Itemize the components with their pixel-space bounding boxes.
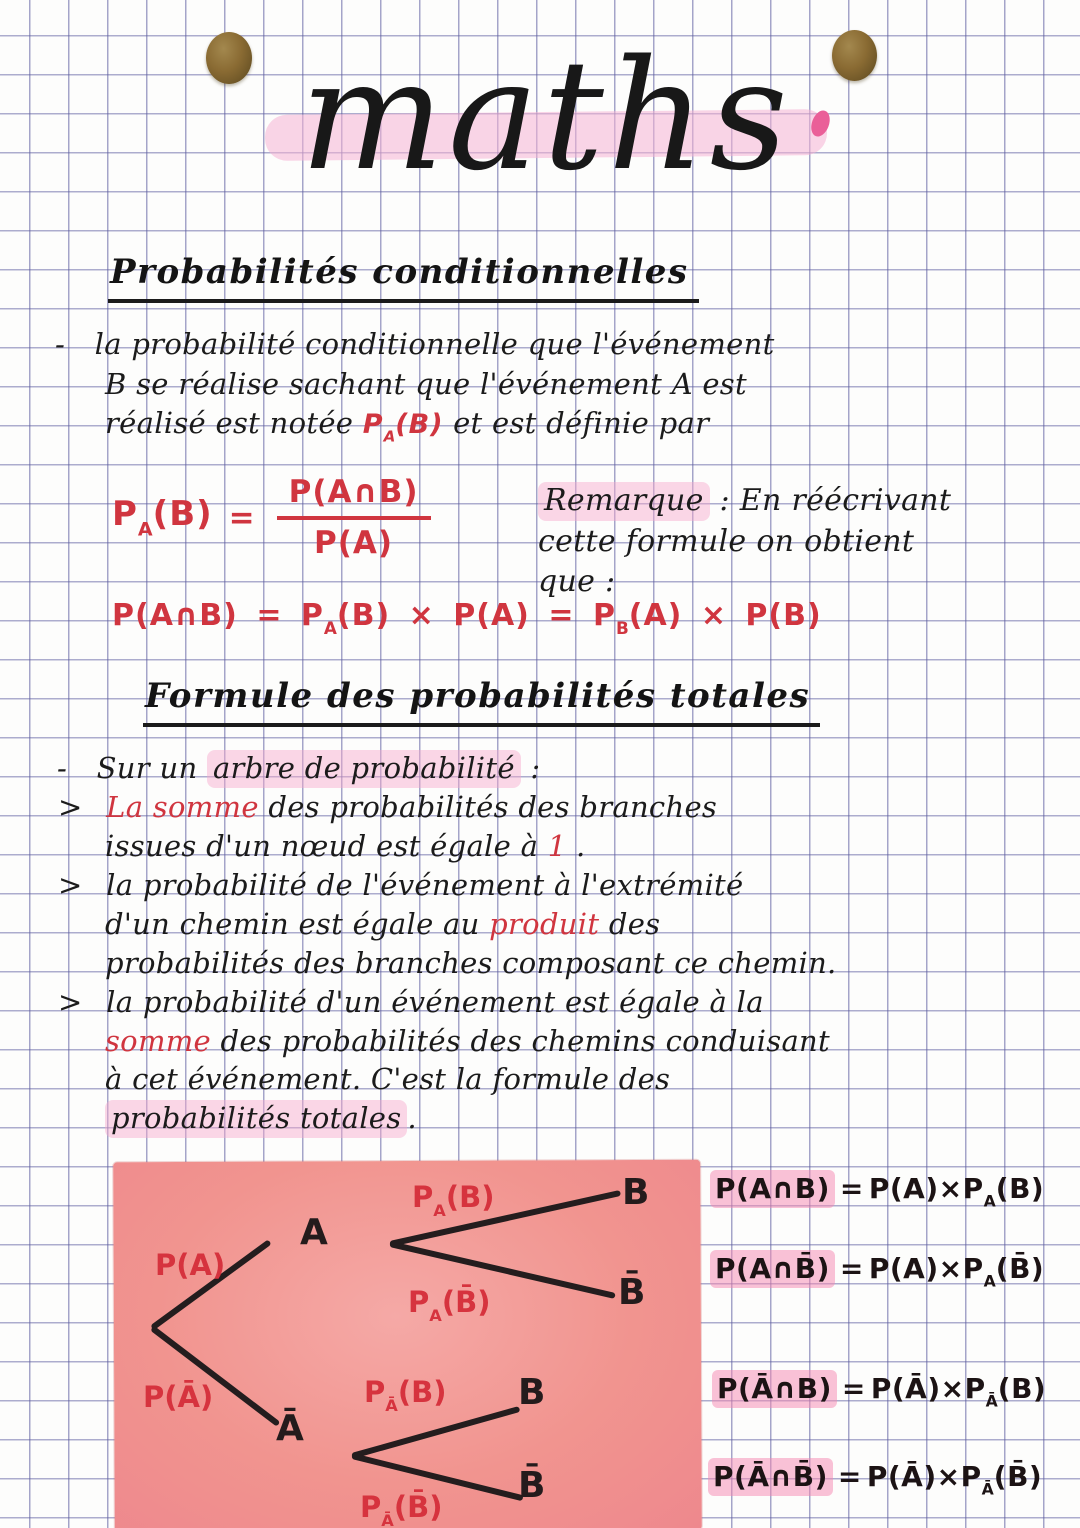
formula-base: P (960, 1460, 982, 1493)
tree-label-p-abar: P(Ā) (143, 1380, 214, 1414)
formula-subscript: A (429, 1305, 442, 1325)
text: la probabilité conditionnelle que l'événement (94, 327, 775, 361)
text-line (58, 986, 764, 1019)
times-sign: × (938, 1252, 963, 1285)
heading-probabilites-conditionnelles: Probabilités conditionnelles (108, 252, 699, 303)
formula-subscript: Ā (381, 1510, 394, 1528)
formula-base: P (412, 1180, 434, 1214)
formula-base: P (364, 1375, 386, 1409)
text: . (407, 1101, 417, 1135)
tree-node-b-bottom: B (518, 1372, 546, 1413)
dash-marker: - (57, 751, 68, 785)
red-value: 1 (547, 829, 567, 863)
equals-sign: = (839, 1252, 864, 1285)
remark-label: Remarque (538, 482, 710, 521)
chevron-marker: > (58, 790, 83, 824)
text-line (105, 830, 586, 863)
text: d'un chemin est égale au (105, 907, 480, 941)
text-line (105, 368, 747, 401)
times-sign: × (940, 1372, 965, 1405)
equals-sign: = (256, 598, 283, 633)
fraction-numerator: P(A∩B) (277, 474, 431, 520)
tree-label-p-a-b (412, 1180, 494, 1220)
inline-formula-pa-b (362, 409, 444, 446)
text: probabilités des branches composant ce chemin. (105, 946, 837, 980)
formula-subscript: B (615, 618, 629, 639)
tree-node-b-top: B (622, 1172, 650, 1213)
text-line (105, 1063, 670, 1096)
text: des probabilités des branches (268, 790, 718, 824)
tree-label-p-a: P(A) (155, 1248, 226, 1282)
page-title: maths (300, 27, 792, 204)
text: : En réécrivant (719, 483, 952, 518)
formula-arg: (B̄) (993, 1460, 1043, 1493)
tree-node-abar: Ā (276, 1408, 304, 1449)
formula-arg: (B) (152, 494, 213, 535)
text: et est définie par (453, 406, 710, 440)
formula-base: P (408, 1285, 430, 1319)
formula-subscript: A (137, 518, 153, 541)
times-sign: × (408, 598, 435, 633)
formula-factor: P(Ā) (866, 1460, 937, 1493)
formula-arg: (B) (997, 1372, 1047, 1405)
formula-subscript: Ā (981, 1479, 994, 1499)
text: des (608, 907, 661, 941)
formula-arg: (B) (397, 1375, 447, 1409)
text: B se réalise sachant que l'événement A est (105, 367, 747, 401)
tree-label-p-abar-bbar (360, 1490, 442, 1528)
side-formula-abar-and-b (712, 1372, 1046, 1411)
formula-subscript: Ā (985, 1391, 998, 1411)
formula-base: P (964, 1372, 986, 1405)
side-formula-abar-and-bbar (708, 1460, 1042, 1499)
formula-arg: (B) (995, 1172, 1045, 1205)
highlighted-term: probabilités totales (105, 1100, 407, 1138)
tree-node-a: A (300, 1212, 328, 1253)
tree-label-p-a-bbar (408, 1285, 490, 1325)
fraction (277, 474, 431, 561)
formula-arg: (B) (445, 1180, 495, 1214)
formula-lhs: P(Ā∩B̄) (708, 1458, 833, 1496)
formula-base: P (112, 494, 138, 535)
equals-sign: = (841, 1372, 866, 1405)
formula-factor: P(A) (868, 1252, 939, 1285)
dash-marker: - (55, 327, 66, 361)
text-line (55, 328, 775, 361)
chevron-marker: > (58, 985, 83, 1019)
text-line (105, 407, 709, 446)
times-sign: × (936, 1460, 961, 1493)
formula-arg: (B̄) (393, 1490, 443, 1524)
tree-node-bbar-top: B̄ (618, 1272, 646, 1313)
formula-factor: P(Ā) (870, 1372, 941, 1405)
side-formula-a-and-bbar (710, 1252, 1044, 1291)
formula-term: P(B) (745, 598, 822, 633)
formula-arg: (B̄) (441, 1285, 491, 1319)
formula-arg: (A) (628, 598, 683, 633)
formula-base: P (592, 598, 616, 633)
formula-term (592, 598, 683, 639)
formula-term (300, 598, 391, 639)
formula-lhs: P(Ā∩B) (712, 1370, 837, 1408)
tree-node-bbar-bottom: B̄ (518, 1465, 546, 1506)
text-line (105, 1025, 830, 1058)
red-term: produit (489, 907, 600, 941)
remark-line (538, 525, 914, 560)
text: à cet événement. C'est la formule des (105, 1062, 671, 1096)
formula-subscript: A (983, 1191, 996, 1211)
remark-line (538, 484, 951, 519)
text: la probabilité d'un événement est égale à la (106, 985, 764, 1019)
text-line (58, 869, 743, 902)
formula-subscript: A (323, 618, 337, 639)
formula-arg: (B̄) (995, 1252, 1045, 1285)
text-line (105, 908, 660, 941)
formula-subscript: A (433, 1200, 446, 1220)
red-term: somme (105, 1024, 212, 1058)
text: issues d'un nœud est égale à (105, 829, 539, 863)
product-formula (112, 598, 822, 638)
highlighted-term: arbre de probabilité (207, 750, 521, 788)
text: Sur un (96, 751, 198, 785)
formula-arg: (B) (336, 598, 391, 633)
definition-formula (112, 474, 431, 561)
formula-base: P (360, 1490, 382, 1524)
text: : (530, 751, 541, 785)
red-term: La somme (106, 790, 259, 824)
formula-base: P (362, 409, 384, 440)
binder-brad-left-icon (206, 32, 252, 84)
text-line (105, 1102, 417, 1135)
equals-sign: = (548, 598, 575, 633)
text-line (57, 752, 540, 785)
text: . (576, 829, 586, 863)
formula-lhs: P(A∩B̄) (710, 1250, 835, 1288)
text-line (105, 947, 837, 980)
formula-lhs: P(A∩B) (710, 1170, 835, 1208)
formula-subscript: Ā (385, 1395, 398, 1415)
formula-base: P (300, 598, 324, 633)
binder-brad-right-icon (832, 30, 877, 81)
heading-formule-probabilites-totales: Formule des probabilités totales (143, 676, 820, 727)
formula-subscript: A (383, 427, 396, 446)
formula-arg: (B) (395, 409, 444, 440)
formula-lhs (112, 494, 213, 540)
remark-line (538, 565, 615, 600)
text: que : (538, 564, 616, 599)
text-line (58, 791, 717, 824)
times-sign: × (700, 598, 727, 633)
text: la probabilité de l'événement à l'extrémité (106, 868, 744, 902)
equals-sign: = (839, 1172, 864, 1205)
formula-base: P (962, 1252, 984, 1285)
text: des probabilités des chemins conduisant (220, 1024, 830, 1058)
equals-sign: = (228, 499, 256, 536)
times-sign: × (938, 1172, 963, 1205)
formula-term: P(A∩B) (112, 598, 238, 633)
formula-term: P(A) (453, 598, 530, 633)
equals-sign: = (837, 1460, 862, 1493)
text: réalisé est notée (105, 406, 354, 440)
formula-subscript: A (983, 1271, 996, 1291)
tree-label-p-abar-b (364, 1375, 446, 1415)
formula-factor: P(A) (868, 1172, 939, 1205)
side-formula-a-and-b (710, 1172, 1044, 1211)
chevron-marker: > (58, 868, 83, 902)
text: cette formule on obtient (538, 524, 915, 559)
fraction-denominator: P(A) (314, 525, 394, 561)
formula-base: P (962, 1172, 984, 1205)
